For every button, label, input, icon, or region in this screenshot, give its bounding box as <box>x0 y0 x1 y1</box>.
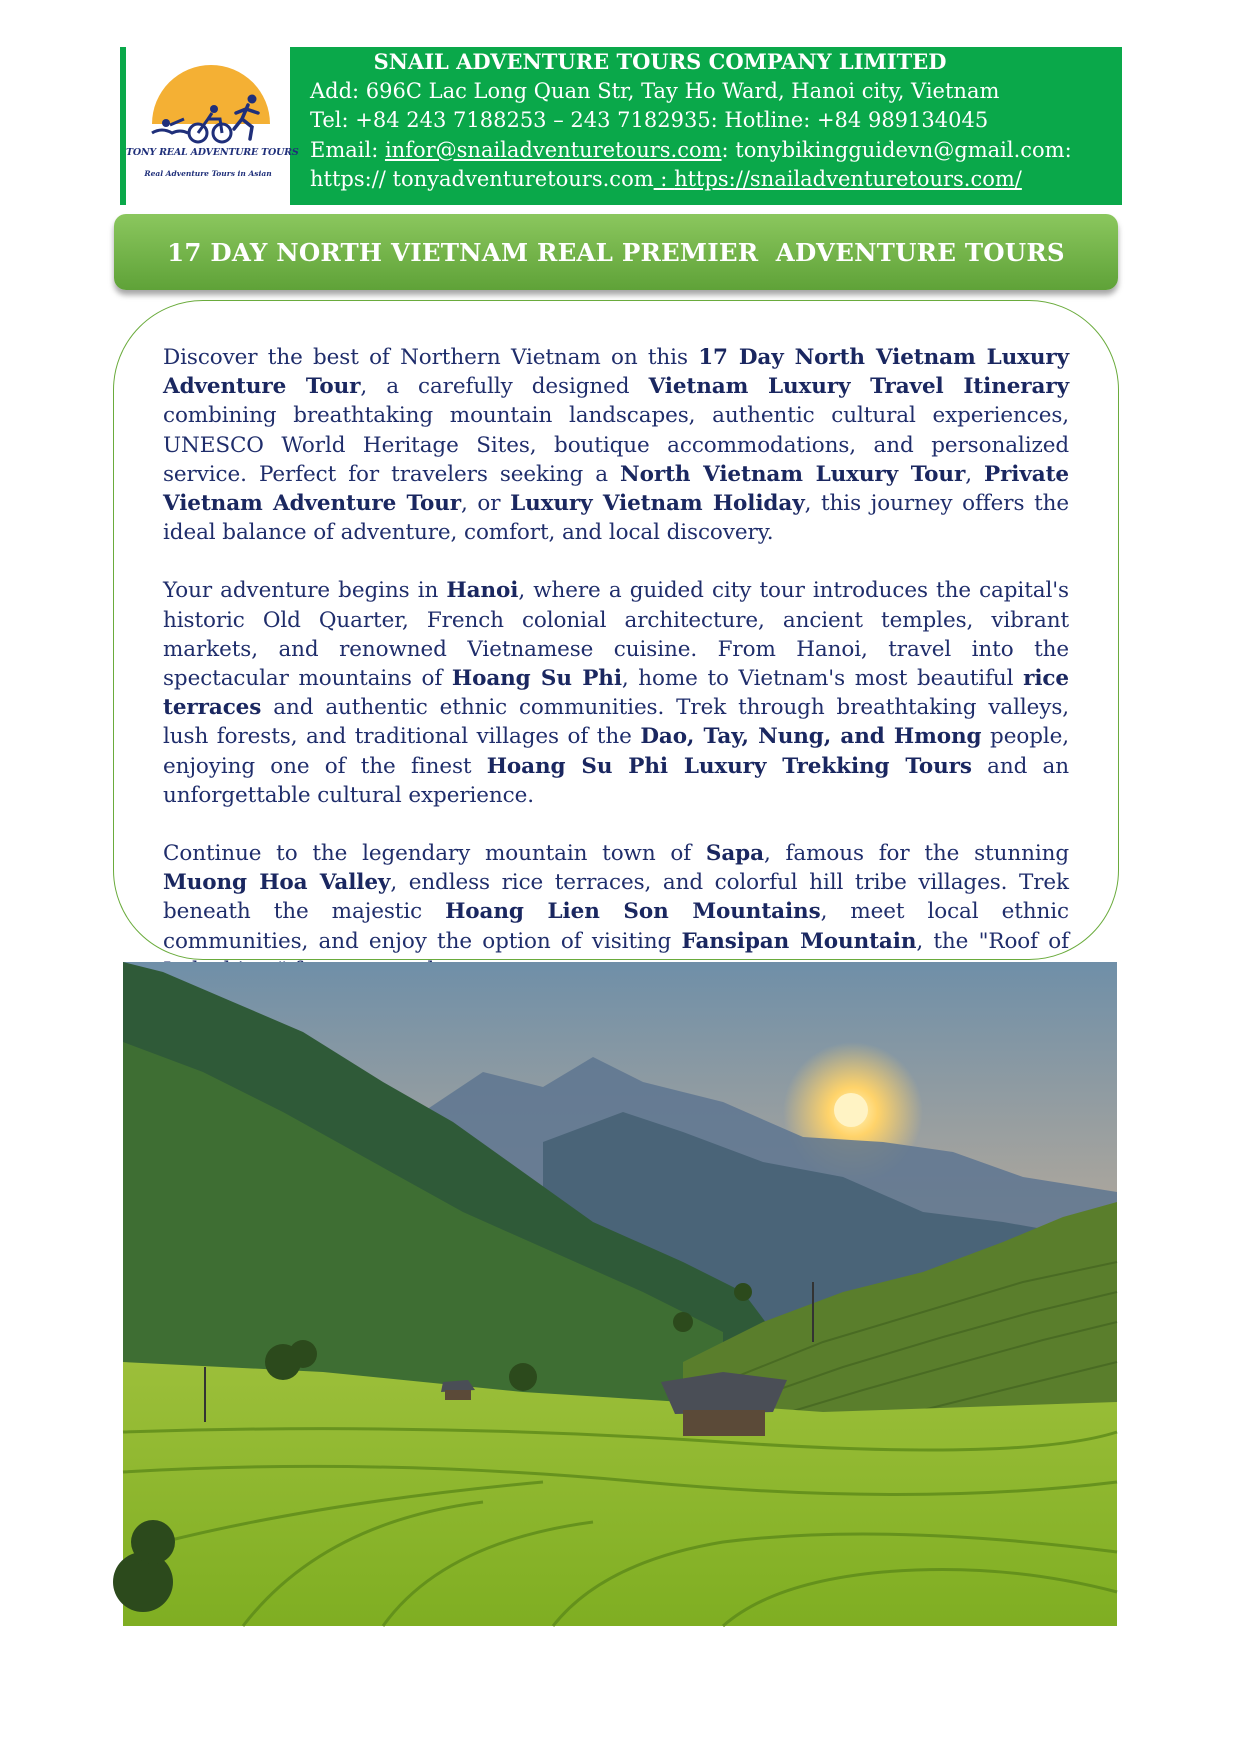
email-secondary: : tonybikingguidevn@gmail.com: <box>721 137 1072 162</box>
body-text: , famous for the stunning <box>763 841 1070 867</box>
email-link[interactable]: infor@snailadventuretours.com <box>384 137 722 162</box>
email-prefix: Email: <box>310 137 385 162</box>
body-text: , <box>965 461 985 487</box>
company-address: Add: 696C Lac Long Quan Str, Tay Ho Ward, Hanoi city, Vietnam <box>310 78 1000 103</box>
body-text: Discover the best of Northern Vietnam on this <box>163 345 699 370</box>
intro-box <box>113 300 1119 960</box>
intro-text <box>163 343 1070 954</box>
tour-title-banner <box>114 214 1118 290</box>
body-text: , home to Vietnam's most beautiful <box>621 666 1024 692</box>
rice-terrace-photo <box>123 962 1117 1626</box>
body-text: , or <box>460 491 511 517</box>
highlight-text: Sapa <box>705 841 764 867</box>
website-link-2[interactable]: https://snailadventuretours.com/ <box>674 167 1022 191</box>
tour-title: 17 DAY NORTH VIETNAM REAL PREMIER ADVENTURE TOURS <box>167 237 1065 267</box>
highlight-text: Vietnam Luxury Travel Itinerary <box>648 374 1069 400</box>
body-text: , meet local ethnic communities, and enjoy the option of visiting <box>163 899 1069 954</box>
body-text: Continue to the legendary mountain town of <box>163 841 706 867</box>
highlight-text: rice terraces <box>163 666 1069 721</box>
highlight-text: North Vietnam Luxury Tour <box>620 461 966 487</box>
website-separator: : <box>653 167 675 191</box>
body-text: combining breathtaking mountain landscapes, authentic cultural experiences, UNESCO World Heritage Sites, boutique accommodations, and personalized service. Perfect for travelers seeking a <box>163 403 1069 487</box>
body-text: , a carefully designed <box>360 374 649 400</box>
highlight-text: Dao, Tay, Nung, and Hmong <box>640 724 982 750</box>
body-text: , endless rice terraces, and colorful hill tribe villages. Trek beneath the majestic <box>163 870 1069 925</box>
logo-name: TONY REAL ADVENTURE TOURS <box>126 147 299 158</box>
intro-paragraph <box>163 576 1069 810</box>
body-text: , this journey offers the ideal balance of adventure, comfort, and local discovery. <box>163 491 1069 546</box>
highlight-text: Fansipan Mountain <box>681 928 917 954</box>
highlight-text: Hoang Lien Son Mountains <box>445 899 821 925</box>
letterhead <box>120 47 1122 205</box>
company-website-line <box>310 165 1110 195</box>
company-details <box>310 47 1110 195</box>
highlight-text: Hanoi <box>446 578 519 604</box>
body-text: Your adventure begins in <box>163 578 447 604</box>
body-text: and authentic ethnic communities. Trek through breathtaking valleys, lush forests, and traditional villages of the <box>163 695 1069 750</box>
body-text: , where a guided city tour introduces the capital's historic Old Quarter, French colonial architecture, ancient temples, vibrant markets, and renowned Vietnamese cuisine. From Hanoi, travel into the spectacular mountains of <box>163 578 1069 692</box>
body-text: people, enjoying one of the finest <box>163 724 1069 779</box>
highlight-text: 17 Day North Vietnam Luxury Adventure Tour <box>163 345 1069 400</box>
athletes-icon <box>148 89 272 145</box>
company-phone: Tel: +84 243 7188253 – 243 7182935: Hotline: +84 989134045 <box>310 108 989 132</box>
website-link-1[interactable]: https:// tonyadventuretours.com <box>310 167 654 191</box>
intro-paragraph <box>163 343 1069 547</box>
highlight-text: Hoang Su Phi Luxury Trekking Tours <box>486 753 972 779</box>
highlight-text: Private Vietnam Adventure Tour <box>163 461 1070 517</box>
body-text: and an unforgettable cultural experience. <box>163 753 1070 808</box>
highlight-text: Hoang Su Phi <box>451 666 622 692</box>
logo-tagline: Real Adventure Tours in Asian <box>144 169 272 178</box>
highlight-text: Luxury Vietnam Holiday <box>510 491 805 517</box>
body-text: , the "Roof of <box>916 928 1069 954</box>
company-email-line <box>310 136 1110 166</box>
company-logo <box>126 47 299 205</box>
company-name: SNAIL ADVENTURE TOURS COMPANY LIMITED <box>373 49 947 74</box>
highlight-text: Muong Hoa Valley <box>163 870 391 896</box>
